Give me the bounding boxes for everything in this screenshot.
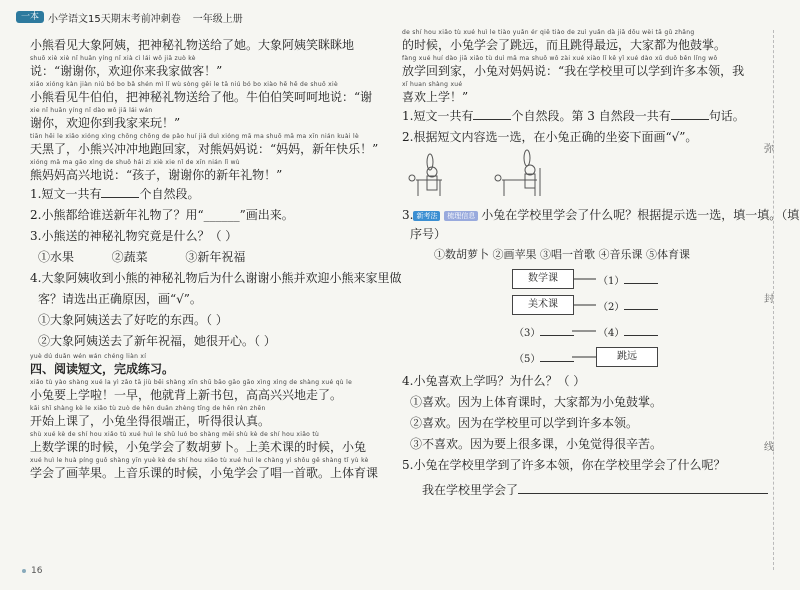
pinyin: xióng mā ma gāo xìng de shuō hái zi xiè xie nǐ de xīn nián lǐ wù: [30, 159, 240, 166]
learning-diagram: [402, 265, 754, 371]
info-sorting-badge: 梳理信息: [444, 211, 478, 221]
r-question-3: 3. 新考法 梳理信息 小兔在学校里学会了什么呢？根据提示选一选，填一填。（填: [402, 208, 800, 222]
question-4-cont: 客？请选出正确原因，画“√”。: [38, 292, 202, 306]
hanzi: 上数学课的时候，小兔学会了数胡萝卜。上美术课的时候，小兔: [30, 440, 367, 454]
r-question-4: 4.小兔喜欢上学吗？为什么？（ ）: [402, 374, 586, 388]
diagram-answer-3[interactable]: （3）: [514, 325, 574, 339]
hanzi: 天黑了，小熊兴冲冲地跑回家，对熊妈妈说：“妈妈，新年快乐！”: [30, 142, 379, 156]
story-passage-2: [30, 378, 382, 482]
hanzi: 放学回到家，小兔对妈妈说：“我在学校里可以学到许多本领，我: [402, 64, 745, 78]
pinyin: xǐ huan shàng xué: [402, 81, 463, 88]
grade-label: 一年级上册: [192, 13, 243, 25]
diagram-connectors: [402, 265, 754, 371]
text-line: [30, 80, 382, 106]
hanzi: 学会了画苹果。上音乐课的时候，小兔学会了唱一首歌。上体育课: [30, 466, 379, 480]
hanzi: 熊妈妈高兴地说：“孩子，谢谢你的新年礼物！”: [30, 168, 283, 182]
answer-blank[interactable]: [101, 185, 139, 198]
story-passage-1: [30, 28, 382, 184]
pinyin: xie nǐ huān yíng nǐ dào wǒ jiā lái wán: [30, 107, 153, 114]
pinyin: xiǎo tù yào shàng xué la yì zǎo tā jiù bēi shàng xīn shū bāo gāo gāo xìng xìng de shàng xué qù le: [30, 379, 353, 386]
text-line: [30, 456, 382, 482]
diagram-answer-4[interactable]: （4）: [598, 325, 658, 339]
hanzi: 喜欢上学！”: [402, 90, 469, 104]
text-line: [30, 132, 382, 158]
page-number: 16: [22, 566, 42, 576]
hanzi: 小熊看见牛伯伯，把神秘礼物送给了他。牛伯伯笑呵呵地说：“谢: [30, 90, 373, 104]
r-question-4-option-1[interactable]: ①喜欢。因为上体育课时，大家都为小兔鼓掌。: [410, 395, 663, 409]
book-title: 小学语文15天期末考前冲刺卷: [48, 13, 181, 25]
question-4-option-2[interactable]: ②大象阿姨送去了新年祝福，她很开心。（ ）: [38, 334, 276, 348]
r-question-1: 1.短文一共有 个自然段。第 3 自然段一共有 句话。: [402, 109, 745, 123]
text-line: [30, 404, 382, 430]
answer-blank[interactable]: [473, 107, 511, 120]
left-column: [30, 28, 402, 482]
diagram-answer-1[interactable]: （1）: [598, 273, 658, 287]
question-3: 3.小熊送的神秘礼物究竟是什么？（ ）: [30, 229, 238, 243]
side-label-mid: 封: [764, 294, 774, 305]
question-1: 1.短文一共有 个自然段。: [30, 187, 200, 201]
section-4-heading: yuè dú duǎn wén wán chéng liàn xí 四、阅读短文，完成练习。: [30, 353, 175, 376]
diagram-skill-jump: 跳远: [596, 347, 658, 367]
text-line: [402, 80, 754, 106]
pinyin: [30, 28, 382, 37]
text-line: [30, 28, 382, 54]
question-4: 4.大象阿姨收到小熊的神秘礼物后为什么谢谢小熊并欢迎小熊来家里做: [30, 271, 402, 285]
text-line: [30, 54, 382, 80]
pinyin: fàng xué huí dào jiā xiǎo tù duì mā ma shuō wǒ zài xué xiào lǐ kě yǐ xué dào xǔ duō běn lǐng wǒ: [402, 55, 718, 62]
pinyin: shuō xiè xiè nǐ huān yíng nǐ xià cì lái wǒ jiā zuò kè: [30, 55, 196, 62]
pinyin: xiǎo xióng kàn jiàn niú bó bo bǎ shén mì lǐ wù sòng gěi le tā niú bó bo xiào hē hē de shuō xiè: [30, 81, 338, 88]
diagram-answer-2[interactable]: （2）: [598, 299, 658, 313]
text-line: [30, 158, 382, 184]
rabbit-posture-illustration: [402, 148, 562, 206]
text-line: [30, 378, 382, 404]
r-question-2: 2.根据短文内容选一选，在小兔正确的坐姿下面画“√”。: [402, 130, 698, 144]
hanzi: 小熊看见大象阿姨，把神秘礼物送给了她。大象阿姨笑眯眯地: [30, 38, 355, 52]
diagram-subject-1: 数学课: [512, 269, 574, 289]
text-line: [30, 106, 382, 132]
book-logo: 一本: [16, 11, 44, 23]
hanzi: 的时候，小兔学会了跳远，而且跳得最远，大家都为他鼓掌。: [402, 38, 727, 52]
text-line: [402, 28, 754, 54]
pinyin: kāi shǐ shàng kè le xiǎo tù zuò de hěn duān zhèng tīng de hěn rèn zhēn: [30, 405, 266, 412]
page-header: [16, 9, 243, 25]
text-line: [402, 54, 754, 80]
pinyin: shù xué kè de shí hou xiǎo tù xué huì le shǔ luó bo shàng měi shù kè de shí hou xiǎo tù: [30, 431, 320, 438]
side-label-top: 弥: [764, 144, 774, 155]
hanzi: 开始上课了，小兔坐得很端正，听得很认真。: [30, 414, 271, 428]
hanzi: 小兔要上学啦！一早，他就背上新书包，高高兴兴地走了。: [30, 388, 343, 402]
r-question-4-option-3[interactable]: ③不喜欢。因为要上很多课，小兔觉得很辛苦。: [410, 437, 663, 451]
hanzi: 谢你，欢迎你到我家来玩！”: [30, 116, 181, 130]
r-question-5: 5.小兔在学校里学到了许多本领，你在学校里学会了什么呢？: [402, 458, 726, 472]
question-4-option-1[interactable]: ①大象阿姨送去了好吃的东西。（ ）: [38, 313, 228, 327]
sitting-posture-figures: [402, 148, 754, 206]
rabbit-posture-a[interactable]: [409, 154, 442, 196]
right-column: de shí hou xiǎo tù xué huì le tiào yuǎn ér qiě tiào de zuì yuǎn dà jiā dōu wèi tā gǔ zhǎng 的时候，小兔学会了跳远，而且跳得最远，大家都为他鼓掌。 fàng xué huí dào jiā xiǎo tù duì mā ma shuō wǒ zài xué xiào lǐ kě yǐ xué dào xǔ duō běn lǐng wǒ 放学回到家，小兔对妈妈说：“我在学校里可以学到许多本领，我 xǐ huan shàng xué 喜欢上学！” 1.短文一共有 个自然段。第 3 自然段一共有 句话。 2.根据短文内容选一选，在小兔正确的坐姿下面画“√”。 3. 新考法 梳理信息 小兔在学校里学会了什么呢？根据提示选一选，填一填。（填 序号） ①数胡萝卜 ②画苹果 ③唱一首歌 ④音乐课 ⑤体育课 数学课 美术课 （3） （5） （1） （2） （4） 跳远 4.小兔喜欢上学吗？为什么？（ ） ①喜欢。因为上体育课时，大家都为小兔鼓掌。 ②喜欢。因为在学校里可以学到许多本领。 ③不喜欢。因为要上很多课，小兔觉得很辛苦。 5.小兔在学校里学到了许多本领，你在学校里学会了什么呢？ 我在学校里学会了: [402, 28, 754, 501]
pinyin: xué huì le huà píng guǒ shàng yīn yuè kè de shí hou xiǎo tù xué huì le chàng yì shǒu gē shàng tǐ yù kè: [30, 457, 369, 464]
question-2: 2.小熊都给谁送新年礼物了？用“______”画出来。: [30, 208, 294, 222]
option[interactable]: ①水果: [38, 250, 75, 264]
rabbit-posture-b[interactable]: [495, 150, 540, 196]
diagram-answer-5[interactable]: （5）: [514, 351, 574, 365]
new-method-badge: 新考法: [413, 211, 440, 221]
story-passage-2-cont: [402, 28, 754, 106]
choice-list: ①数胡萝卜 ②画苹果 ③唱一首歌 ④音乐课 ⑤体育课: [434, 248, 690, 261]
answer-blank[interactable]: [671, 107, 709, 120]
diagram-subject-2: 美术课: [512, 295, 574, 315]
side-label-bottom: 线: [764, 442, 774, 453]
pinyin: de shí hou xiǎo tù xué huì le tiào yuǎn ér qiě tiào de zuì yuǎn dà jiā dōu wèi tā gǔ zhǎng: [402, 29, 695, 36]
hanzi: 说：“谢谢你，欢迎你来我家做客！”: [30, 64, 223, 78]
option[interactable]: ②蔬菜: [111, 250, 148, 264]
answer-line[interactable]: [518, 481, 768, 494]
option[interactable]: ③新年祝福: [185, 250, 246, 264]
text-line: [30, 430, 382, 456]
question-3-options: [30, 247, 382, 268]
pinyin: tiān hēi le xiǎo xióng xìng chōng chōng de pǎo huí jiā duì xióng mā ma shuō mā ma xīn nián kuài lè: [30, 133, 360, 140]
r-question-5-answer: 我在学校里学会了: [402, 480, 754, 501]
r-question-4-option-2[interactable]: ②喜欢。因为在学校里可以学到许多本领。: [410, 416, 639, 430]
